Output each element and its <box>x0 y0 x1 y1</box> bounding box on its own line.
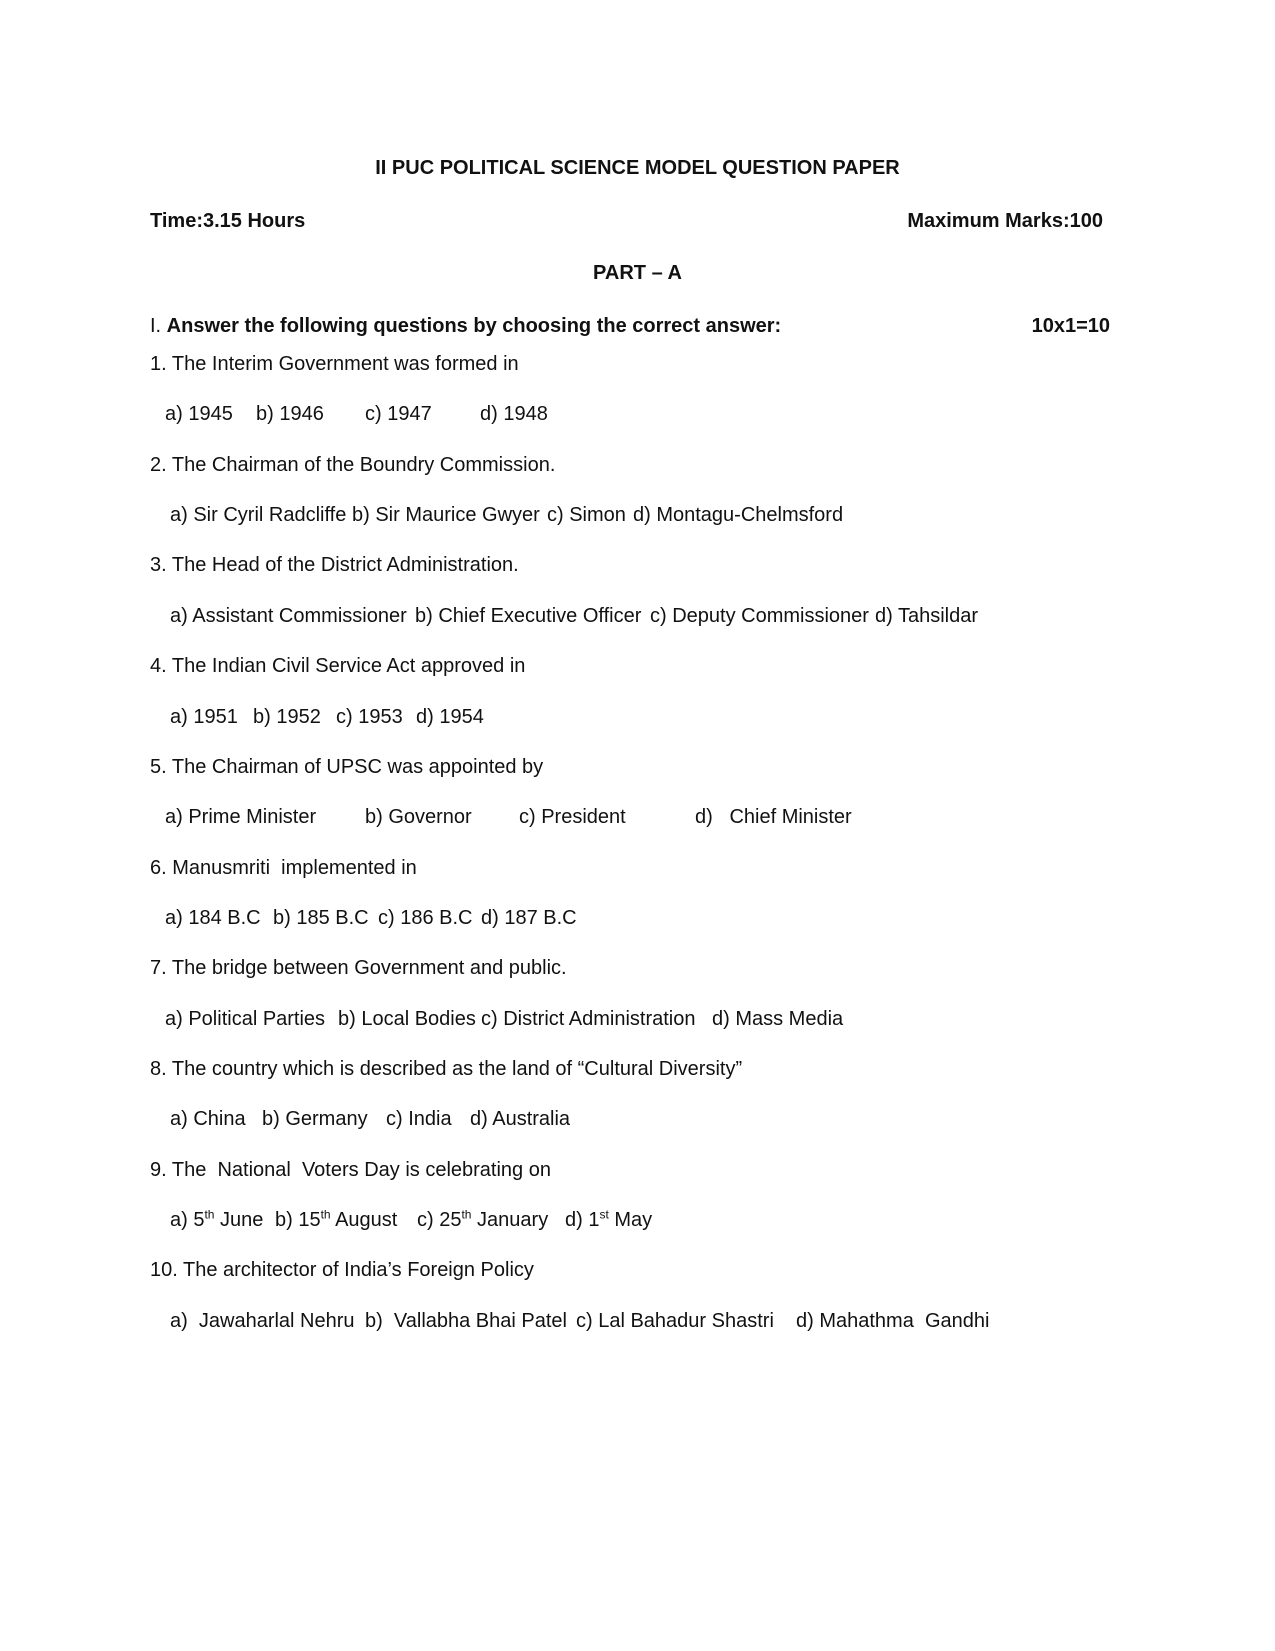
option-a: a) Prime Minister <box>165 806 317 828</box>
option-b: b) Chief Executive Officer <box>415 605 642 627</box>
option-c: c) Simon <box>547 504 626 526</box>
option-d: d) 1st May <box>565 1207 653 1231</box>
option-d: d) 1948 <box>480 403 548 425</box>
question-9: 9. The National Voters Day is celebrating on <box>150 1159 551 1181</box>
option-a: a) China <box>170 1108 246 1130</box>
option-d: d) 1954 <box>416 706 484 728</box>
instruction-text: Answer the following questions by choosing the correct answer: <box>166 315 782 337</box>
option-a: a) Assistant Commissioner <box>170 605 407 627</box>
instruction-marks: 10x1=10 <box>1031 315 1110 337</box>
question-5: 5. The Chairman of UPSC was appointed by <box>150 756 544 778</box>
option-a: a) 5th June <box>170 1207 264 1231</box>
question-7: 7. The bridge between Government and public. <box>150 957 567 979</box>
question-10: 10. The architector of India’s Foreign Policy <box>150 1259 534 1281</box>
time-label: Time:3.15 Hours <box>150 210 306 232</box>
question-8: 8. The country which is described as the land of “Cultural Diversity” <box>150 1058 743 1080</box>
option-d: d) Montagu-Chelmsford <box>633 504 844 526</box>
option-a: a) Political Parties <box>165 1008 326 1030</box>
option-c: c) Deputy Commissioner <box>650 605 869 627</box>
option-c: c) President <box>519 806 626 828</box>
option-b: b) Local Bodies <box>338 1008 476 1030</box>
option-b: b) Vallabha Bhai Patel <box>365 1310 567 1332</box>
instruction-prefix: I. <box>150 315 167 337</box>
option-c: c) 25th January <box>417 1207 549 1231</box>
question-1: 1. The Interim Government was formed in <box>150 353 519 375</box>
options-10 <box>170 1309 990 1453</box>
option-c: c) 1953 <box>336 706 403 728</box>
option-c: c) 1947 <box>365 403 432 425</box>
option-a: a) 184 B.C <box>165 907 261 929</box>
option-b: b) 1952 <box>253 706 321 728</box>
part-heading: PART – A <box>593 262 682 284</box>
option-d: d) Tahsildar <box>875 605 979 627</box>
option-d: d) Chief Minister <box>695 806 852 828</box>
question-4: 4. The Indian Civil Service Act approved in <box>150 655 526 677</box>
option-d: d) Mass Media <box>712 1008 844 1030</box>
option-b: b) Germany <box>262 1108 368 1130</box>
question-2: 2. The Chairman of the Boundry Commission. <box>150 454 556 476</box>
option-d: d) Australia <box>470 1108 571 1130</box>
option-d: d) 187 B.C <box>481 907 577 929</box>
instruction-line <box>150 314 781 338</box>
option-a: a) 1951 <box>170 706 238 728</box>
option-d: d) Mahathma Gandhi <box>796 1310 990 1332</box>
option-b: b) Governor <box>365 806 472 828</box>
option-c: c) India <box>386 1108 452 1130</box>
option-a: a) Jawaharlal Nehru <box>170 1310 355 1332</box>
question-3: 3. The Head of the District Administration. <box>150 554 519 576</box>
option-c: c) District Administration <box>481 1008 696 1030</box>
option-c: c) 186 B.C <box>378 907 473 929</box>
max-marks-label: Maximum Marks:100 <box>907 210 1103 232</box>
option-b: b) 185 B.C <box>273 907 369 929</box>
option-b: b) 1946 <box>256 403 324 425</box>
option-a: a) Sir Cyril Radcliffe <box>170 504 347 526</box>
question-6: 6. Manusmriti implemented in <box>150 857 417 879</box>
option-b: b) Sir Maurice Gwyer <box>352 504 540 526</box>
option-c: c) Lal Bahadur Shastri <box>576 1310 774 1332</box>
paper-title: II PUC POLITICAL SCIENCE MODEL QUESTION PAPER <box>375 157 900 179</box>
option-b: b) 15th August <box>275 1207 398 1231</box>
option-a: a) 1945 <box>165 403 233 425</box>
